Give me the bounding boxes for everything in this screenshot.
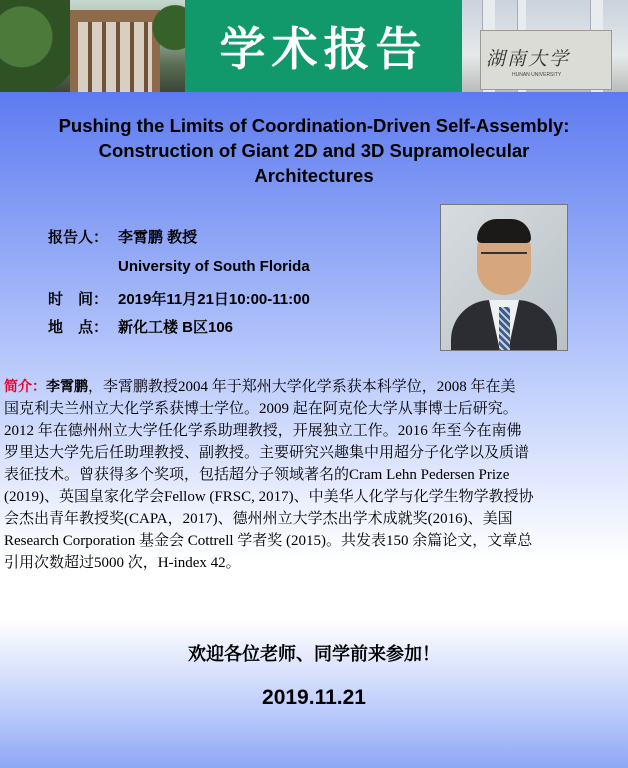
header-banner bbox=[0, 0, 628, 92]
speaker-bio bbox=[4, 376, 628, 574]
bio-label: 简介： bbox=[4, 379, 46, 395]
speaker-row bbox=[48, 226, 197, 247]
affiliation-row bbox=[48, 258, 310, 275]
bio-line: 会杰出青年教授奖(CAPA，2017)、德州州立大学杰出学术成就奖(2016)、美国 bbox=[4, 511, 513, 527]
talk-title bbox=[10, 113, 618, 188]
speaker-name: 李霄鹏 教授 bbox=[118, 229, 198, 246]
bio-line: 2012 年在德州州立大学任化学系助理教授，开展独立工作。2016 年至今在南佛 bbox=[4, 423, 522, 439]
talk-title-line: Architectures bbox=[254, 165, 374, 186]
place-label: 地 点： bbox=[48, 319, 109, 336]
bio-line: 表征技术。曾获得多个奖项，包括超分子领域著名的Cram Lehn Pedersen Prize bbox=[4, 467, 510, 483]
banner-title: 学术报告 bbox=[219, 22, 428, 76]
bio-line: (2019)、英国皇家化学会Fellow (FRSC, 2017)、中美华人化学与化学生物学教授协 bbox=[4, 489, 534, 505]
poster-date: 2019.11.21 bbox=[262, 686, 366, 709]
bio-first-line: ，李霄鹏教授2004 年于郑州大学化学系获本科学位，2008 年在美 bbox=[88, 379, 516, 395]
speaker-photo bbox=[440, 204, 568, 351]
speaker-affiliation: University of South Florida bbox=[118, 258, 310, 275]
bio-name: 李霄鹏 bbox=[46, 379, 88, 395]
campus-building-photo bbox=[0, 0, 185, 92]
time-label: 时 间： bbox=[48, 291, 109, 308]
talk-title-line: Pushing the Limits of Coordination-Driven Self-Assembly: bbox=[58, 115, 570, 136]
university-logo-subtext: HUNAN UNIVERSITY bbox=[512, 72, 562, 78]
talk-place: 新化工楼 B区106 bbox=[118, 319, 234, 336]
bio-line: Research Corporation 基金会 Cottrell 学者奖 (2015)。共发表150 余篇论文，文章总 bbox=[4, 533, 533, 549]
place-row bbox=[48, 316, 233, 337]
bio-line: 国克利夫兰州立大化学系获博士学位。2009 起在阿克伦大学从事博士后研究。 bbox=[4, 401, 518, 417]
speaker-label: 报告人： bbox=[48, 229, 109, 246]
talk-time: 2019年11月21日10:00-11:00 bbox=[118, 291, 310, 308]
welcome-message: 欢迎各位老师、同学前来参加！ bbox=[188, 644, 440, 665]
bio-line bbox=[4, 376, 628, 398]
time-row bbox=[48, 288, 310, 309]
banner-title-box bbox=[185, 0, 462, 92]
university-stone-photo bbox=[462, 0, 628, 92]
university-logo-text: 湖南大学 bbox=[486, 48, 571, 70]
talk-title-line: Construction of Giant 2D and 3D Supramolecular bbox=[98, 140, 530, 161]
bio-line: 罗里达大学先后任助理教授、副教授。主要研究兴趣集中用超分子化学以及质谱 bbox=[4, 445, 530, 461]
bio-line: 引用次数超过5000 次，H-index 42。 bbox=[4, 555, 241, 571]
